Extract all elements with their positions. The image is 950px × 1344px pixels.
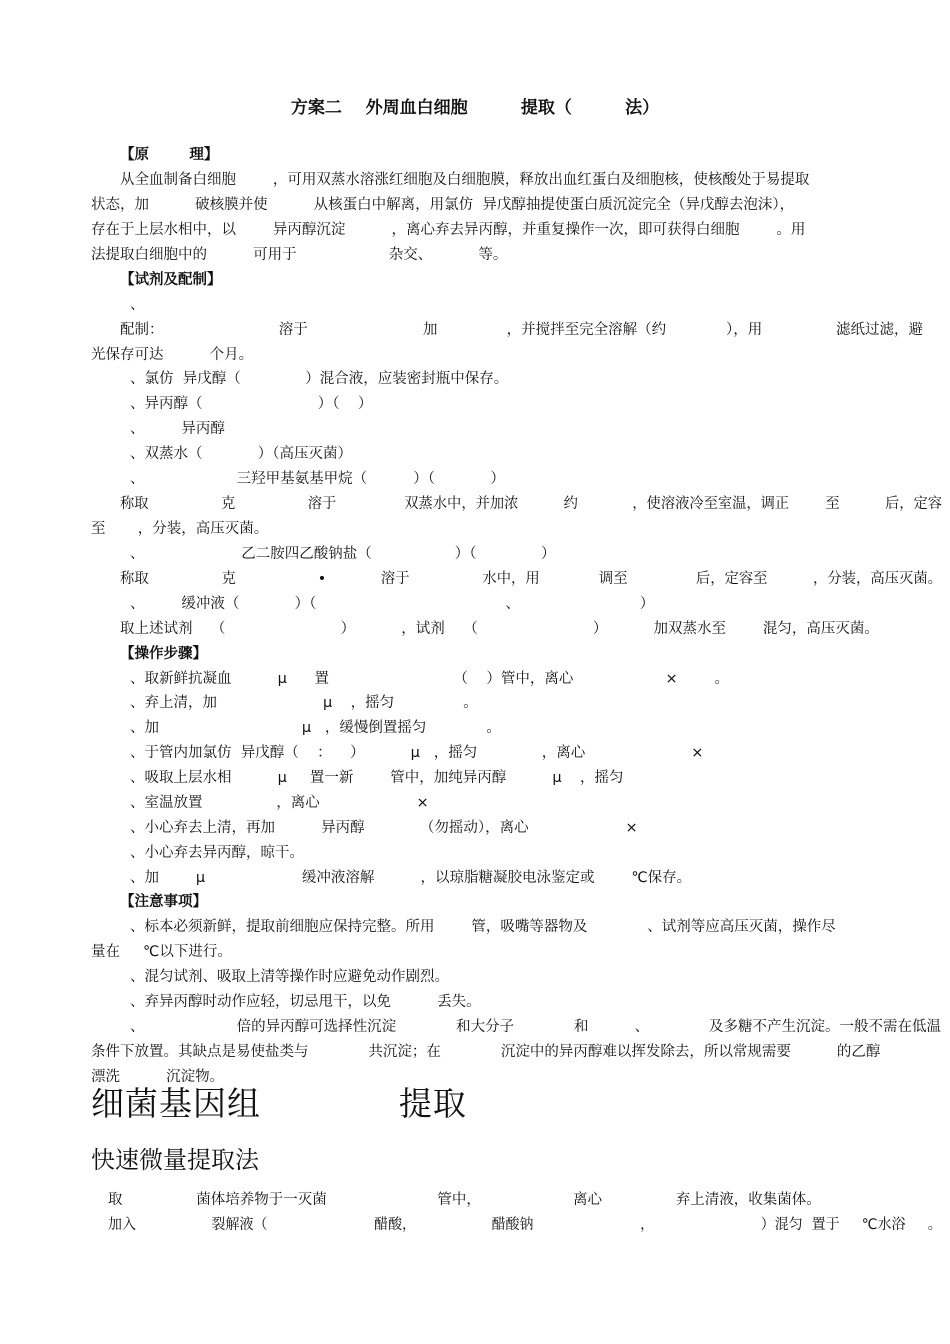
heading-rapid-extraction: 快速微量提取法 — [91, 1146, 259, 1174]
text-line: 条件下放置。其缺点是易使盐类与 共沉淀；在 沉淀中的异丙醇难以挥发除去，所以常规需要 的乙醇 — [91, 1044, 881, 1060]
text-line: 、双蒸水（ ）（高压灭菌） — [130, 446, 353, 462]
text-line: 存在于上层水相中，以 异丙醇沉淀 ，离心弃去异丙醇，并重复操作一次，即可获得白细胞 。用 — [91, 222, 806, 238]
text-line: 从全血制备白细胞 ，可用双蒸水溶涨红细胞及白细胞膜，释放出血红蛋白及细胞核，使核酸处于易提取 — [120, 172, 810, 188]
text-line: 、于管内加氯仿 异戊醇（ ： ） μ ，摇匀 ，离心 × — [130, 745, 704, 761]
text-line: 、 — [130, 297, 145, 313]
text-line: 称取 克 溶于 双蒸水中，并加浓 约 ，使溶液冷至室温，调正 至 后，定容 — [120, 496, 942, 512]
text-line: 、异丙醇（ ）（ ） — [130, 396, 373, 412]
section-heading-notes: 【注意事项】 — [120, 894, 207, 910]
heading-bacterial-genome: 细菌基因组 提取 — [91, 1084, 467, 1123]
text-line: 、 缓冲液（ ）（ 、 ） — [130, 596, 655, 612]
text-line: 、 乙二胺四乙酸钠盐（ ）（ ） — [130, 546, 556, 562]
text-line: 量在 ℃以下进行。 — [91, 944, 232, 960]
text-line: 、吸取上层水相 μ 置一新 管中，加纯异丙醇 μ ，摇匀 — [130, 770, 624, 786]
text-line: 、标本必须新鲜，提取前细胞应保持完整。所用 管，吸嘴等器物及 、试剂等应高压灭菌，操作尽 — [130, 919, 836, 935]
text-line: 取 菌体培养物于一灭菌 管中， 离心 弃上清液，收集菌体。 — [108, 1192, 821, 1208]
text-line: 、 三羟甲基氨基甲烷（ ）（ ） — [130, 471, 505, 487]
text-line: 加入 裂解液（ 醋酸， 醋酸钠 ， ）混匀 置于 ℃水浴 。 — [108, 1217, 942, 1233]
text-line: 、 异丙醇 — [130, 421, 225, 437]
text-line: 、小心弃去上清，再加 异丙醇 （勿摇动），离心 × — [130, 820, 638, 836]
text-line: 、弃上清，加 μ ，摇匀 。 — [130, 695, 478, 711]
text-line: 至 ，分装，高压灭菌。 — [91, 521, 269, 537]
text-line: 、氯仿 异戊醇（ ）混合液，应装密封瓶中保存。 — [130, 371, 509, 387]
text-line: 、加 μ 缓冲液溶解 ，以琼脂糖凝胶电泳鉴定或 ℃保存。 — [130, 870, 692, 886]
text-line: 、小心弃去异丙醇，晾干。 — [130, 845, 304, 861]
text-line: 取上述试剂 （ ） ，试剂 （ ） 加双蒸水至 混匀，高压灭菌。 — [120, 621, 879, 637]
section-heading-procedure: 【操作步骤】 — [120, 646, 207, 662]
section-heading-principle: 【原 理】 — [120, 147, 219, 163]
text-line: 、室温放置 ，离心 × — [130, 795, 429, 811]
text-line: 、弃异丙醇时动作应轻，切忌甩干，以免 丢失。 — [130, 994, 481, 1010]
text-line: 、 倍的异丙醇可选择性沉淀 和大分子 和 、 及多糖不产生沉淀。一般不需在低温 — [130, 1019, 942, 1035]
text-line: 法提取白细胞中的 可用于 杂交、 等。 — [91, 247, 508, 263]
text-line: 状态，加 破核膜并使 从核蛋白中解离，用氯仿 异戊醇抽提使蛋白质沉淀完全（异戊醇去泡沫）， — [91, 197, 795, 213]
text-line: 光保存可达 个月。 — [91, 347, 254, 363]
text-line: 漂洗 沉淀物。 — [91, 1069, 225, 1085]
page-title: 方案二 外周血白细胞 提取（ 法） — [290, 98, 660, 118]
text-line: 、取新鲜抗凝血 μ 置 （ ）管中，离心 × 。 — [130, 671, 730, 687]
text-line: 、加 μ ，缓慢倒置摇匀 。 — [130, 720, 501, 736]
text-line: 、混匀试剂、吸取上清等操作时应避免动作剧烈。 — [130, 969, 449, 985]
text-line: 配制： 溶于 加 ，并搅拌至完全溶解（约 ），用 滤纸过滤，避 — [120, 322, 924, 338]
text-line: 称取 克 • 溶于 水中，用 调至 后，定容至 ，分装，高压灭菌。 — [120, 571, 942, 587]
section-heading-reagents: 【试剂及配制】 — [120, 272, 222, 288]
